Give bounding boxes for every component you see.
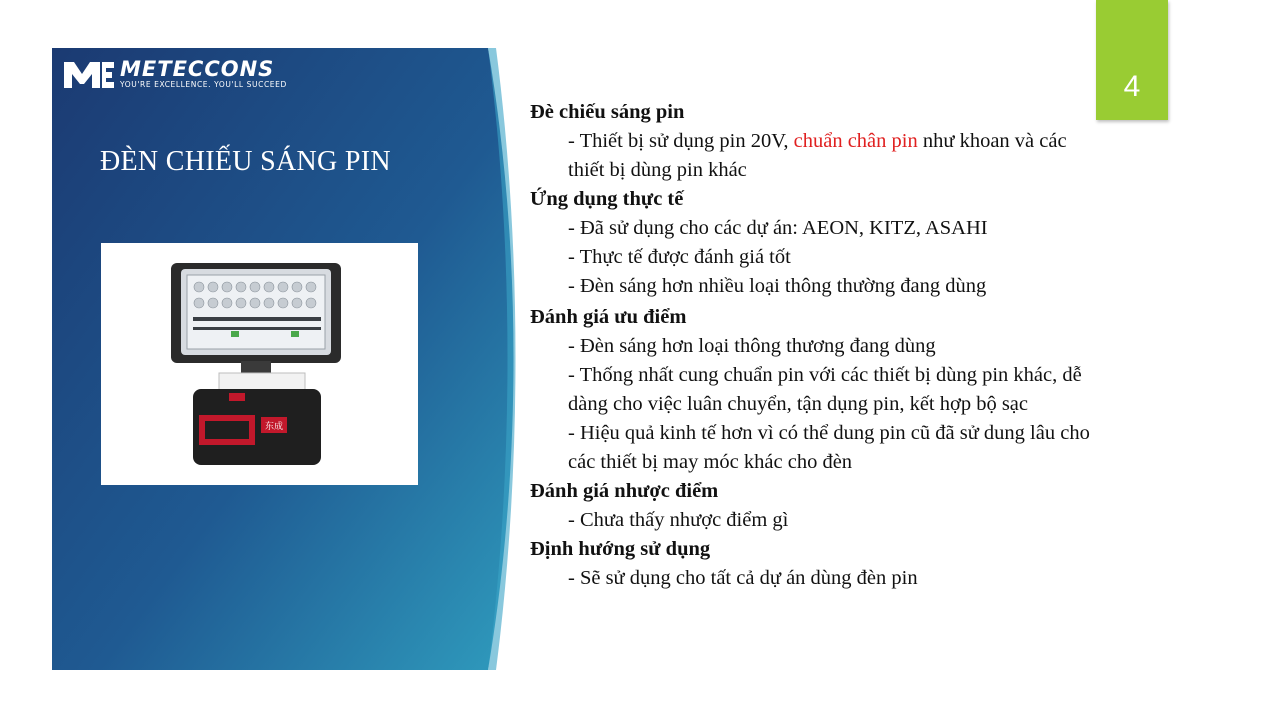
battery-work-light-image: [101, 243, 418, 485]
product-image: [101, 243, 418, 485]
meteccons-logo-icon: [62, 58, 114, 90]
highlighted-text: chuẩn chân pin: [793, 130, 918, 152]
page-number-tab: [1096, 0, 1168, 120]
section-heading: Đánh giá nhược điểm: [530, 480, 719, 502]
brand-name: METECCONS: [120, 57, 275, 81]
bullet-item: - Hiệu quả kinh tế hơn vì có thể dung pin cũ đã sử dung lâu cho các thiết bị may móc khác cho đèn: [568, 422, 1090, 473]
bullet-item: - Sẽ sử dụng cho tất cả dự án dùng đèn pin: [568, 567, 918, 589]
slide-title: ĐÈN CHIẾU SÁNG PIN: [100, 146, 391, 177]
slide-body: [530, 98, 1100, 593]
section-heading: Ứng dụng thực tế: [530, 188, 684, 210]
bullet-item: - Thống nhất cung chuẩn pin với các thiết bị dùng pin khác, dễ dàng cho việc luân chuyển, tận dụng pin, kết hợp bộ sạc: [568, 364, 1082, 415]
section-heading: Định hướng sử dụng: [530, 538, 711, 560]
bullet-item: - Thiết bị sử dụng pin 20V, chuẩn chân pin như khoan và các thiết bị dùng pin khác: [568, 130, 1067, 181]
page-number: 4: [1123, 70, 1141, 103]
section-heading: Đè chiếu sáng pin: [530, 101, 685, 123]
brand-tagline: YOU'RE EXCELLENCE. YOU'LL SUCCEED: [120, 80, 287, 89]
bullet-item: - Thực tế được đánh giá tốt: [568, 246, 791, 268]
svg-text:东成: 东成: [264, 422, 284, 432]
bullet-item: - Đã sử dụng cho các dự án: AEON, KITZ, ASAHI: [568, 217, 988, 239]
bullet-item: - Đèn sáng hơn loại thông thương đang dùng: [568, 335, 936, 357]
bullet-item: - Đèn sáng hơn nhiều loại thông thường đang dùng: [568, 275, 987, 297]
section-heading: Đánh giá ưu điểm: [530, 306, 687, 328]
bullet-item: - Chưa thấy nhược điểm gì: [568, 509, 789, 531]
company-logo: [62, 58, 287, 90]
